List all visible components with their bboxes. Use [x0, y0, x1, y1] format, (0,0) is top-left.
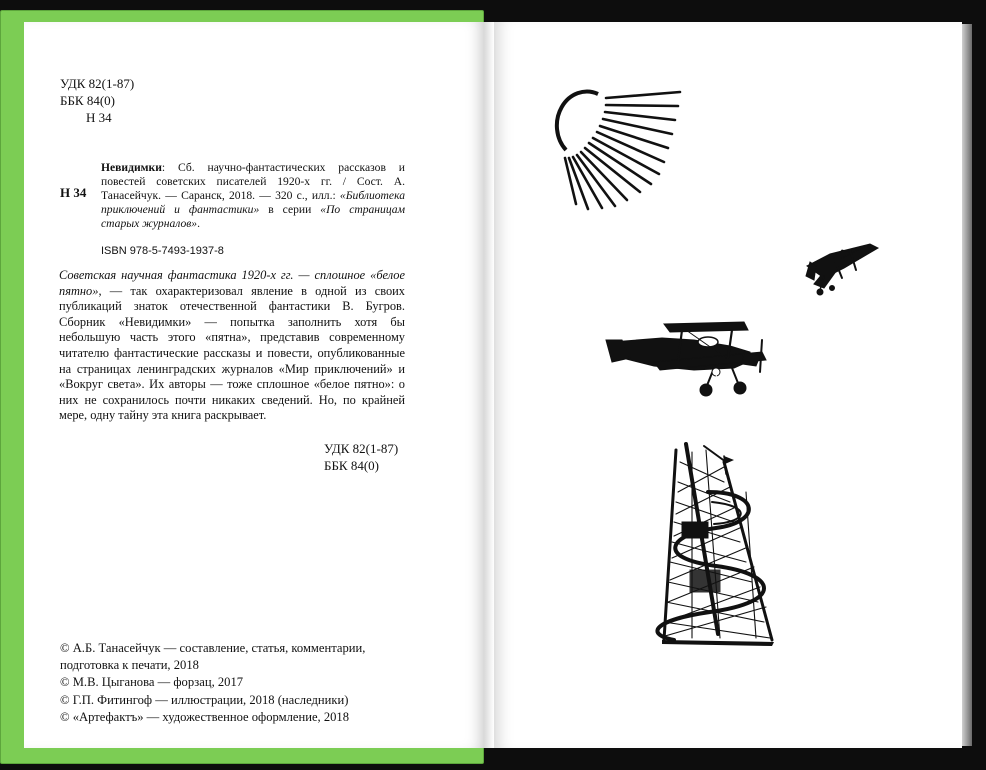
udk-code: УДК 82(1-87) — [60, 76, 135, 91]
book-title: Невидимки — [101, 161, 162, 174]
biblio-text-1: : Сб. научно-фантастических рассказов и повестей советских писателей 1920-х гг. / Сост. А. Танасейчук. — Саранск, 2018. — 320 с., илл.: — [101, 161, 405, 202]
bibliographic-description — [101, 161, 405, 231]
author-mark-margin: Н 34 — [60, 185, 87, 200]
annotation-body: , — так охарактеризовал явление в одной из своих публикаций знаток отечественной фантастики В. Бугров. Сборник «Невидимки» — попытка заполнить хотя бы небольшую часть этого «пятна», представив современному читателю фантастические рассказы и повести, опубликованные на страницах ленинградских журналов «Мир приключений» и «Вокруг света». Их авторы — тоже сплошное «белое пятно»: о них не сохранилось почти никаких сведений. Но, по крайней мере, одну тайну эта книга раскрывает. — [59, 283, 405, 423]
copyright-line: © М.В. Цыганова — форзац, 2017 — [60, 675, 244, 690]
tatlin-tower-icon — [657, 444, 774, 646]
biblio-text-3: . — [197, 217, 201, 230]
copyright-line: © «Артефактъ» — художественное оформление, 2018 — [60, 709, 350, 724]
copyright-line: © А.Б. Танасейчук — составление, статья, комментарии, — [60, 641, 366, 655]
series-name-1: «Библиотека приключений и фантастики» — [101, 189, 405, 216]
book-gutter — [484, 22, 494, 748]
svg-text:7: 7 — [714, 369, 720, 380]
frontispiece-illustration — [494, 22, 962, 748]
bbk-code: ББК 84(0) — [60, 93, 116, 108]
annotation — [59, 268, 405, 424]
classification-codes-top — [60, 75, 134, 126]
author-mark: Н 34 — [86, 110, 112, 125]
annotation-lead: Советская научная фантастика 1920-х гг. — сплошное «белое пятно» — [59, 268, 405, 298]
large-biplane-icon — [606, 322, 766, 396]
series-name-2: «По страницам старых журналов» — [101, 203, 405, 230]
classification-codes-bottom — [324, 440, 398, 474]
copyright-block — [60, 640, 365, 726]
biblio-text-2: в серии — [259, 203, 321, 216]
udk-code-bottom: УДК 82(1-87) — [324, 441, 399, 456]
right-page-edge — [962, 24, 972, 746]
isbn: ISBN 978-5-7493-1937-8 — [101, 245, 224, 257]
small-biplane-icon — [806, 244, 878, 295]
copyright-line: © Г.П. Фитингоф — иллюстрации, 2018 (наследники) — [60, 692, 349, 707]
copyright-line: подготовка к печати, 2018 — [60, 658, 199, 673]
sun-icon — [557, 92, 680, 209]
bbk-code-bottom: ББК 84(0) — [324, 458, 380, 473]
